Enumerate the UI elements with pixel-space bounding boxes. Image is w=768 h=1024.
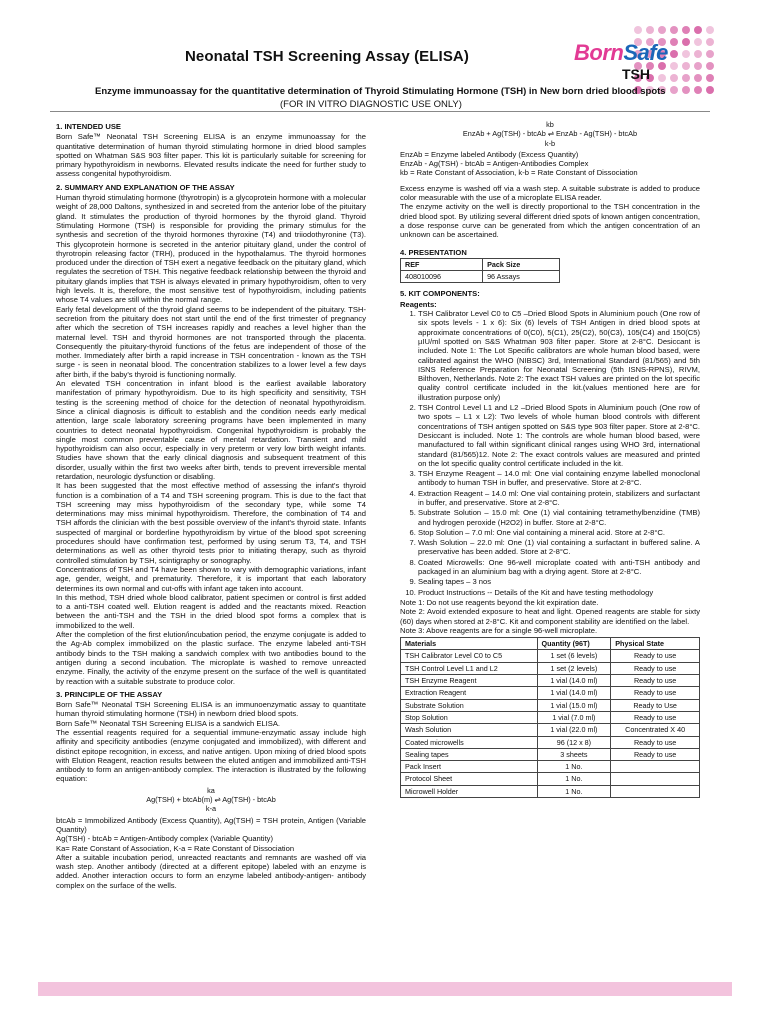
- paragraph: In this method, TSH dried whole blood calibrator, patient specimen or control is first added to a anti-TSH coated well. Elution reagent is added and the reactants mixed. Reaction between the anti-TSH and the TSH in the dried blood spot forms a complex that is immobilized to the well.: [56, 592, 366, 630]
- table-row: [401, 675, 700, 687]
- table-cell: 96 (12 x 8): [537, 736, 611, 748]
- logo-dot: [706, 62, 714, 70]
- table-row: [401, 748, 700, 760]
- table-header: Physical State: [611, 638, 700, 650]
- table-row: [401, 711, 700, 723]
- paragraph: Born Safe™ Neonatal TSH Screening ELISA is a sandwich ELISA.: [56, 718, 280, 728]
- table-row: [401, 662, 700, 674]
- definition: kb = Rate Constant of Association, k-b = Rate Constant of Dissociation: [400, 168, 638, 178]
- logo-dot: [670, 26, 678, 34]
- logo-product-label: TSH: [622, 66, 650, 82]
- table-cell: Ready to use: [611, 687, 700, 699]
- definition: Ka= Rate Constant of Association, K-a = Rate Constant of Dissociation: [56, 843, 295, 853]
- materials-table: [400, 637, 700, 798]
- table-cell: 1 set (2 levels): [537, 662, 611, 674]
- divider: [50, 111, 710, 112]
- logo-dot: [682, 50, 690, 58]
- logo-dot: [694, 26, 702, 34]
- definition: btcAb = Immobilized Antibody (Excess Quantity), Ag(TSH) = TSH protein, Antigen (Variable Quantity): [56, 815, 366, 834]
- list-item: 3. TSH Enzyme Reagent – 14.0 ml: One vial containing enzyme labelled monoclonal antibody to human TSH in buffer, and preservative. Store at 2-8°C.: [418, 469, 700, 488]
- logo-dot: [694, 38, 702, 46]
- table-row: [401, 736, 700, 748]
- note: Note 3: Above reagents are for a single 96-well microplate.: [400, 625, 598, 635]
- logo-dot: [694, 62, 702, 70]
- reagents-label: Reagents:: [400, 299, 437, 309]
- definition: Ag(TSH) - btcAb = Antigen-Antibody complex (Variable Quantity): [56, 834, 274, 844]
- table-cell: Ready to use: [611, 736, 700, 748]
- table-cell: Ready to use: [611, 748, 700, 760]
- list-item: 9. Sealing tapes – 3 nos: [418, 577, 700, 586]
- logo-dot: [670, 50, 678, 58]
- list-item: 2. TSH Control Level L1 and L2 –Dried Blood Spots in Aluminium pouch (One row of two spots – L1 x L2): Two levels of whole human blood controls with different concentrations of TSH antigen spotted on S&S type 903 filter paper. Store at 2-8°C. Desiccant is included. Note 1: The controls are whole human blood based, were manufactured to fall within significant clinical ranges using WHO 3rd, international standard (81/565)12. Note 2: The exact controls values are measured and printed on the lot specific quality control certificate included in the kit.: [418, 403, 700, 468]
- logo-dot: [670, 62, 678, 70]
- table-cell: 1 vial (7.0 ml): [537, 711, 611, 723]
- logo-dot: [670, 74, 678, 82]
- rate-constant-k-b: k-b: [544, 138, 556, 148]
- paragraph: Born Safe™ Neonatal TSH Screening ELISA is an immunoenzymatic assay to quantitate human thyroid stimulating hormone (TSH) in newborn dried blood spots.: [56, 700, 366, 719]
- list-item: 10. Product Instructions -- Details of the Kit and have testing methodology: [418, 588, 700, 597]
- logo-dot: [658, 26, 666, 34]
- table-cell: 1 vial (14.0 ml): [537, 675, 611, 687]
- table-cell: Sealing tapes: [401, 748, 538, 760]
- logo-dot: [706, 26, 714, 34]
- table-cell: Concentrated X 40: [611, 724, 700, 736]
- equation-2: [400, 120, 700, 148]
- table-row: [401, 785, 700, 797]
- table-cell: Ready to use: [611, 711, 700, 723]
- table-cell: Ready to use: [611, 675, 700, 687]
- document-subtitle: Enzyme immunoassay for the quantitative determination of Thyroid Stimulating Hormone (TSH) in New born dried blood spots: [95, 86, 666, 97]
- table-cell: 3 sheets: [537, 748, 611, 760]
- logo-dot: [706, 86, 714, 94]
- section-heading: 2. SUMMARY AND EXPLANATION OF THE ASSAY: [56, 182, 235, 192]
- table-row: [401, 687, 700, 699]
- equation-text: Ag(TSH) + btcAb(m) ⇌ Ag(TSH) - btcAb: [146, 795, 276, 805]
- equation-1: [56, 786, 366, 814]
- paragraph: The essential reagents required for a sequential immune-enzymatic assay include high affinity and specificity antibodies (enzyme conjugated and immobilized), with different and distinct epitope recognition, in excess, and native antigen. Upon mixing of dried blood spots with Elution Reagent, reaction results between the eluted antigen and immobilized anti-TSH antibody to form an antigen-antibody complex. The interaction is illustrated by the following equation:: [56, 728, 366, 784]
- list-item: 7. Wash Solution – 22.0 ml: One (1) vial containing a surfactant in buffered saline. A preservative has been added. Store at 2-8°C.: [418, 538, 700, 557]
- bornsafe-logo: BornSafe: [574, 40, 668, 65]
- table-cell: TSH Calibrator Level C0 to C5: [401, 650, 538, 662]
- list-item: 5. Substrate Solution – 15.0 ml: One (1) vial containing tetramethylbenzidine (TMB) and hydrogen peroxide (H2O2) in buffer. Store at 2-8°C.: [418, 508, 700, 527]
- paragraph: It has been suggested that the most effective method of assessing the infant's thyroid function is a combination of a T4 and TSH screening program. This is due to the fact that TSH screening may miss hypothyroidism of the secondary type, while some T4 determinations may miss minimal hypothyroidism. Therefore, the combination of T4 and TSH affords the clinician with the best possible overview of the infant's thyroid state. Infants suspected of marginal or borderline hypothyroidism by virtue of the blood spot screening procedures should have confirmation test, performed by using serum T3, T4, and TSH determinations as well as other thyroid tests prior to initiating therapy, such as thyroid controlled stimulation by TSH, scintigraphy or sonography.: [56, 481, 366, 565]
- rate-constant-kb: kb: [546, 120, 554, 129]
- paragraph: The enzyme activity on the well is directly proportional to the TSH concentration in the dried blood spot. By utilizing several different dried spots of known antigen concentration, a dose response curve can be generated from which the antigen concentration of an unknown can be ascertained.: [400, 202, 700, 240]
- table-cell: 1 vial (15.0 ml): [537, 699, 611, 711]
- logo-dot: [682, 26, 690, 34]
- footer-band: [38, 982, 732, 996]
- table-cell: 1 vial (22.0 ml): [537, 724, 611, 736]
- table-cell: Coated microwells: [401, 736, 538, 748]
- table-cell: Ready to use: [611, 650, 700, 662]
- table-row: [401, 724, 700, 736]
- table-cell: Ready to use: [611, 662, 700, 674]
- table-cell: Extraction Reagent: [401, 687, 538, 699]
- paragraph: Excess enzyme is washed off via a wash step. A suitable substrate is added to produce color measurable with the use of a microplate ELISA reader.: [400, 183, 700, 203]
- table-cell: TSH Control Level L1 and L2: [401, 662, 538, 674]
- table-cell: Microwell Holder: [401, 785, 538, 797]
- table-cell: 1 set (6 levels): [537, 650, 611, 662]
- logo-dot: [694, 74, 702, 82]
- table-cell: 1 No.: [537, 773, 611, 785]
- section-heading: 3. PRINCIPLE OF THE ASSAY: [56, 689, 163, 699]
- list-item: 1. TSH Calibrator Level C0 to C5 –Dried Blood Spots in Aluminium pouch (One row of six spots levels - 1 x 6): Six (6) levels of TSH Antigen in dried blood spots at approximate concentrations of 0(C0), 5(C1), 25(C2), 50(C3), 105(C4) and 150(C5) µIU/ml spotted on S&S Whatman 903 filter paper. Store at 2-8°C. Desiccant is included. Note 1: The Lot Specific calibrators are whole human blood based, were calibrated against the WHO (NIBSC) 3rd, International Standard (81/565) and 5th ISNS Reference Preparation for Neonatal Screening (5th ISNS-RPNS), RIVM, Bilthoven, Netherlands. Note 2: The exact TSH values are printed on the lot specific quality control certificate included in the kit.(values mentioned here are for illustration purpose only): [418, 309, 700, 402]
- table-cell: [611, 785, 700, 797]
- table-header: Quantity (96T): [537, 638, 611, 650]
- table-cell: Stop Solution: [401, 711, 538, 723]
- logo-dot: [646, 26, 654, 34]
- table-cell: Wash Solution: [401, 724, 538, 736]
- table-cell: TSH Enzyme Reagent: [401, 675, 538, 687]
- table-cell: 1 No.: [537, 761, 611, 773]
- table-cell: 96 Assays: [483, 271, 560, 283]
- left-column: [56, 118, 366, 890]
- table-row: [401, 271, 560, 283]
- list-item: 8. Coated Microwells: One 96-well microplate coated with anti-TSH antibody and packaged in an aluminium bag with a drying agent. Store at 2-8°C.: [418, 558, 700, 577]
- paragraph: Human thyroid stimulating hormone (thyrotropin) is a glycoprotein hormone with a molecular weight of 28,000 Daltons, synthesized in and secreted from the anterior lobe of the pituitary gland. It stimulates the production of thyroid hormones by the thyroid gland. Thyroid Stimulating Hormone (TSH) is responsible for providing the primary stimulus for the synthesis and secretion of the thyroid hormones thyroxine (T4) and triiodothyronine (T3). This glycoprotein hormone is secreted in the anterior pituitary gland, under the control of thyrotropin releasing factor (TRH), produced in the hypothalamus. The thyroid hormones produced under the direction of TSH exert a negative feedback on the pituitary gland, which regulates the secretion of TSH. This negative feedback relationship between the thyroid and pituitary glands implies that TSH is always elevated in primary hypothyroidism, often to very high levels. It is, therefore, the most sensitive test of hypothyroidism, including patients whose T4 values are still within the normal range.: [56, 193, 366, 305]
- logo-dot: [706, 74, 714, 82]
- equation-text: EnzAb + Ag(TSH) - btcAb ⇌ EnzAb - Ag(TSH) - btcAb: [462, 129, 638, 139]
- table-cell: 1 No.: [537, 785, 611, 797]
- presentation-table: [400, 258, 560, 284]
- definition: EnzAb - Ag(TSH) - btcAb = Antigen-Antibodies Complex: [400, 159, 589, 169]
- list-item: 4. Extraction Reagent – 14.0 ml: One vial containing protein, stabilizers and surfactant in buffer, and preservative. Store at 2-8°C.: [418, 489, 700, 508]
- table-header: Pack Size: [483, 258, 560, 270]
- logo-dot: [682, 74, 690, 82]
- logo-dot: [706, 38, 714, 46]
- table-cell: Ready to Use: [611, 699, 700, 711]
- paragraph: Born Safe™ Neonatal TSH Screening ELISA is an enzyme immunoassay for the quantitative determination of human thyroid stimulating hormone in dried blood samples spotted on Whatman S&S 903 filter paper. This kit is particularly suitable for screening for primary hypothyroidism in newborns. Elevated results indicate the need for further study to assess congenital hypothyroidism.: [56, 132, 366, 179]
- logo-dot: [634, 26, 642, 34]
- table-cell: 408010096: [401, 271, 483, 283]
- logo-dot: [694, 50, 702, 58]
- table-cell: Pack Insert: [401, 761, 538, 773]
- table-cell: Protocol Sheet: [401, 773, 538, 785]
- logo-dot: [682, 38, 690, 46]
- table-cell: 1 vial (14.0 ml): [537, 687, 611, 699]
- ivd-note: (FOR IN VITRO DIAGNOSTIC USE ONLY): [280, 99, 462, 110]
- paragraph: An elevated TSH concentration in infant blood is the earliest available laboratory manifestation of primary hypothyroidism. Due to its high specificity and sensitivity, TSH testing is the screening method of choice for the detection of neonatal hypothyroidism. Since a clinical diagnosis is difficult to establish and the condition needs early medical attention, large scale laboratory screening programs have been implemented in many countries to detect neonatal hypothyroidism. Congenital hypothyroidism is probably the single most common preventable cause of mental retardation. Transient and mild hypothyroidism can also occur, especially in very preterm or very low birth weight infants. Studies have shown that the early clinical diagnosis and subsequent treatment of this disorder, usually within the first two weeks after birth, tends to prevent irreversible mental retardation, neurologic dysfunction or disabling.: [56, 379, 366, 481]
- table-row: [401, 699, 700, 711]
- table-row: [401, 773, 700, 785]
- section-heading: 5. KIT COMPONENTS:: [400, 289, 480, 299]
- logo-dot: [682, 62, 690, 70]
- components-list: [400, 309, 700, 597]
- note: Note 2: Avoid extended exposure to heat and light. Opened reagents are stable for sixty (60) days when stored at 2-8°C. Kit and component stability are identified on the label.: [400, 607, 700, 626]
- rate-constant-ka: ka: [207, 785, 215, 795]
- table-row: [401, 761, 700, 773]
- right-column: [400, 118, 700, 798]
- table-header: Materials: [401, 638, 538, 650]
- document-title: Neonatal TSH Screening Assay (ELISA): [185, 48, 469, 65]
- paragraph: Early fetal development of the thyroid gland seems to be independent of the pituitary. TSH-secretion from the pituitary does not start until the end of the first trimester of pregnancy after which the secretion of TSH increases rapidly and reaches a level higher than the maternal level. TSH and thyroid hormones are not transported through the placenta. Consequently the pituitary-thyroid functions of the fetus are independent of those of the mother. Immediately after birth a rapid increase in TSH concentration - known as the TSH surge - is seen in neonatal blood. The concentration stabilizes to a lower level a few days after birth, if the baby's thyroid is functioning normally.: [56, 304, 366, 379]
- note: Note 1: Do not use reagents beyond the kit expiration date.: [400, 597, 599, 607]
- section-heading: 1. INTENDED USE: [56, 122, 121, 131]
- logo-dot: [658, 74, 666, 82]
- table-row: [401, 650, 700, 662]
- logo-dot: [706, 50, 714, 58]
- table-cell: [611, 773, 700, 785]
- section-heading: 4. PRESENTATION: [400, 247, 467, 257]
- logo-dot: [670, 38, 678, 46]
- table-header: REF: [401, 258, 483, 270]
- table-cell: Substrate Solution: [401, 699, 538, 711]
- rate-constant-k-a: k-a: [205, 804, 217, 814]
- definition: EnzAb = Enzyme labeled Antibody (Excess Quantity): [400, 149, 579, 159]
- list-item: 6. Stop Solution – 7.0 ml: One vial containing a mineral acid. Store at 2-8°C.: [418, 528, 700, 537]
- paragraph: After the completion of the first elution/incubation period, the enzyme conjugate is added to the Ag-Ab complex immobilized on the plastic surface. The enzyme labeled anti-TSH antibody binds to the TSH making a sandwich complex with two antibodies bound to the antigen during a second incubation. The microplate is washed to remove unreacted enzyme. Finally, the activity of the enzyme present on the surface of the well is quantitated by reaction with a suitable substrate to produce color.: [56, 630, 366, 686]
- paragraph: Concentrations of TSH and T4 have been shown to vary with demographic variations, infant age, gender, weight, and prematurity. Therefore, it is important that each laboratory determines its own normal and cut-offs with infant age taken into account.: [56, 564, 366, 593]
- paragraph: After a suitable incubation period, unreacted reactants and remnants are washed off via wash step. Another antibody (directed at a different epitope) labeled with an enzyme is added. Another interaction occurs to form an enzyme labeled antibody-antigen- antibody complex on the surface of the wells.: [56, 852, 366, 890]
- table-cell: [611, 761, 700, 773]
